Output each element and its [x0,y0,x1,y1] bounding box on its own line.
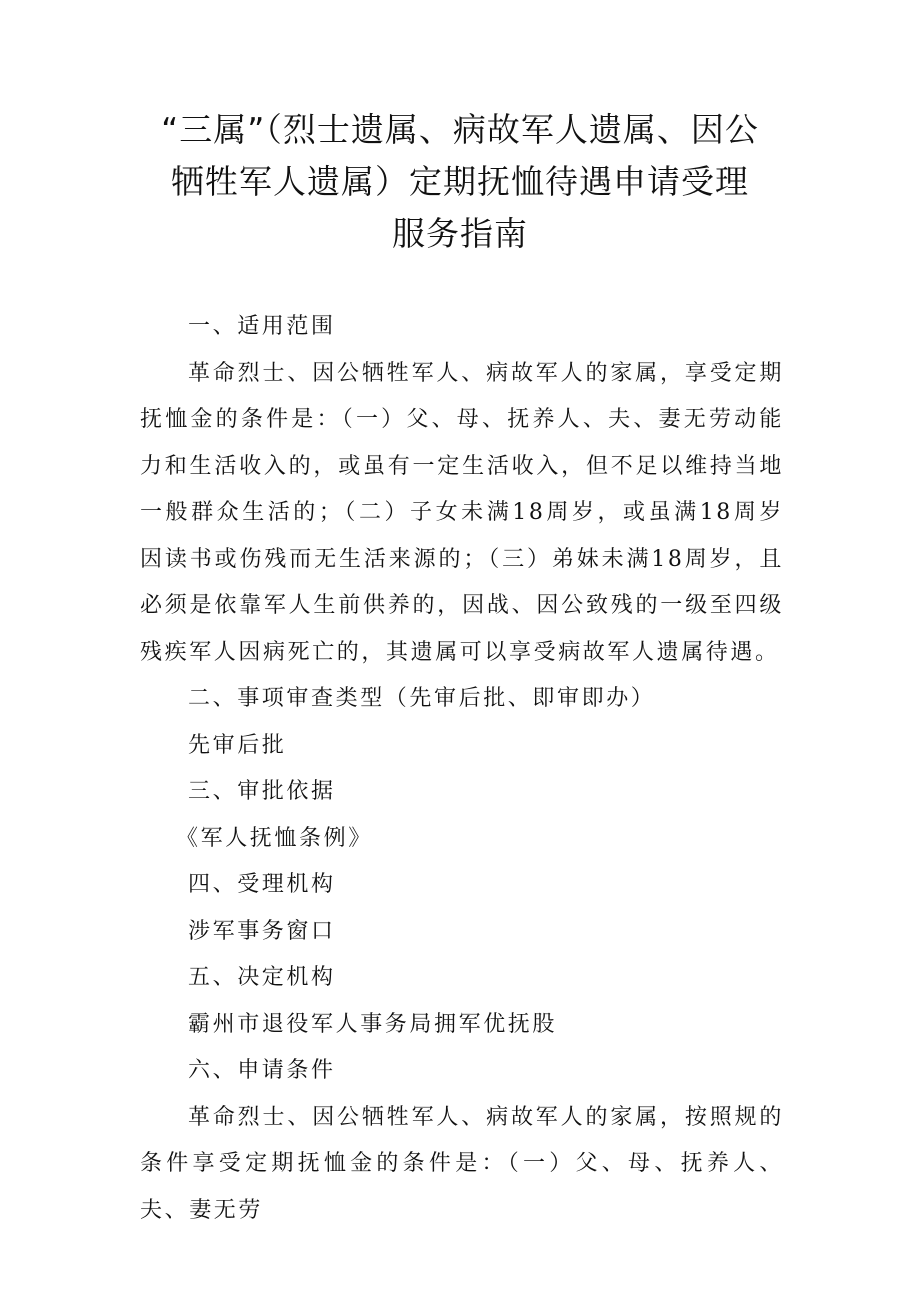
title-line-1: “三属”（烈士遗属、病故军人遗属、因公 [161,110,759,149]
section-body-scope: 革命烈士、因公牺牲军人、病故军人的家属，享受定期抚恤金的条件是：（一）父、母、抚养人、夫、妻无劳动能力和生活收入的，或虽有一定生活收入，但不足以维持当地一般群众生活的；（二）子女未满18周岁，或虽满18周岁因读书或伤残而无生活来源的；（三）弟妹未满18周岁，且必须是依靠军人生前供养的，因战、因公致残的一级至四级残疾军人因病死亡的，其遗属可以享受病故军人遗属待遇。 [140,360,784,665]
section-heading-review-type: 二、事项审查类型（先审后批、即审即办） [188,686,656,711]
section-body-conditions: 革命烈士、因公牺牲军人、病故军人的家属，按照规的条件享受定期抚恤金的条件是：（一）父、母、抚养人、夫、妻无劳 [140,1104,784,1223]
title-line-3: 服务指南 [392,214,528,253]
section-heading-scope: 一、适用范围 [188,314,336,339]
section-body-review-type: 先审后批 [188,732,287,758]
section-heading-accepting-agency: 四、受理机构 [188,872,336,897]
section-body-basis: 《军人抚恤条例》 [176,825,373,851]
document-title [120,104,800,260]
section-heading-basis: 三、审批依据 [188,779,336,804]
section-heading-deciding-agency: 五、决定机构 [188,965,336,990]
title-line-2: 牺牲军人遗属）定期抚恤待遇申请受理 [171,162,749,201]
section-body-accepting-agency: 涉军事务窗口 [188,918,336,944]
document-body [140,304,784,1234]
section-body-deciding-agency: 霸州市退役军人事务局拥军优抚股 [188,1011,558,1037]
section-heading-conditions: 六、申请条件 [188,1058,336,1083]
